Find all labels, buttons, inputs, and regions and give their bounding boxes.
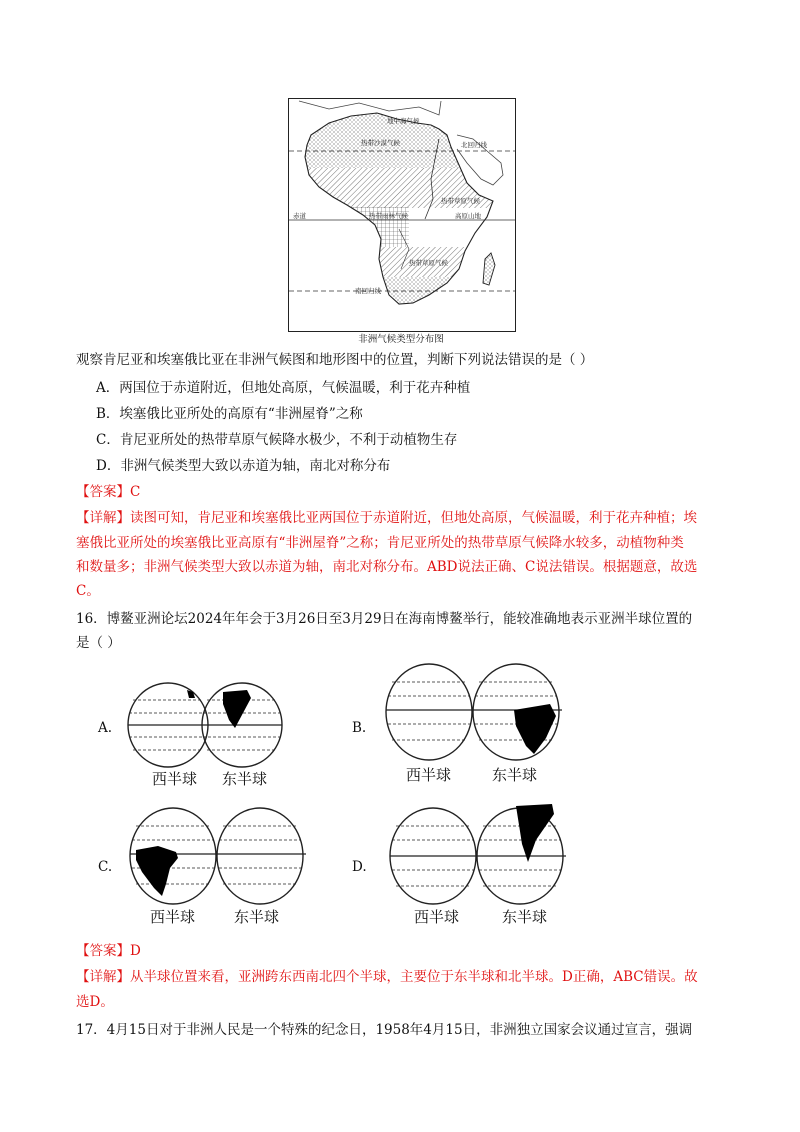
map-label-rainforest: 热带雨林气候 [369, 212, 408, 220]
q16-option-c-label: C. [98, 859, 113, 875]
map-label-tropic-cancer: 北回归线 [461, 141, 487, 149]
q16-d-west-label: 西半球 [414, 908, 460, 926]
q16-d-east-label: 东半球 [502, 908, 548, 926]
q17-stem: 17．4月15日对于非洲人民是一个特殊的纪念日，1958年4月15日，非洲独立国家会议通过宣言，强调 [76, 1022, 693, 1038]
q16-b-east-label: 东半球 [492, 766, 538, 784]
q16-explain-line-1: 【详解】从半球位置来看，亚洲跨东西南北四个半球，主要位于东半球和北半球。D正确，ABC错误。故 [76, 969, 698, 985]
q16-d-east-blob [516, 804, 554, 862]
q15-option-b: B．埃塞俄比亚所处的高原有“非洲屋脊”之称 [96, 406, 363, 422]
map-label-desert: 热带沙漠气候 [361, 139, 400, 147]
q15-explain-line-1: 【详解】读图可知，肯尼亚和埃塞俄比亚两国位于赤道附近，但地处高原，气候温暖，利于花卉种植；埃 [76, 510, 697, 526]
q16-a-east-blob [223, 690, 251, 728]
map-label-savanna-east: 热带草原气候 [441, 197, 480, 205]
q15-option-a: A．两国位于赤道附近，但地处高原，气候温暖，利于花卉种植 [96, 380, 471, 396]
q15-option-c: C．肯尼亚所处的热带草原气候降水极少，不利于动植物生存 [96, 432, 458, 448]
q15-explain-line-3: 和数量多；非洲气候类型大致以赤道为轴，南北对称分布。ABD说法正确、C说法错误。根据题意，故选 [76, 559, 698, 575]
q16-option-b-hemispheres [384, 662, 564, 762]
map-label-savanna-south: 热带草原气候 [409, 259, 448, 267]
q16-option-c-hemispheres [128, 806, 308, 906]
map-label-mediterranean: 地中海气候 [387, 117, 420, 125]
q16-explain-line-2: 选D。 [76, 994, 114, 1010]
q15-stem: 观察肯尼亚和埃塞俄比亚在非洲气候图和地形图中的位置，判断下列说法错误的是（ ） [76, 352, 594, 368]
q16-c-west-blob [136, 846, 178, 896]
map-label-tropic-capricorn: 南回归线 [355, 287, 381, 295]
q16-b-east-blob [514, 704, 556, 754]
q15-explain-line-4: C。 [76, 583, 100, 599]
q16-stem-line-2: 是（ ） [76, 635, 121, 651]
map-label-equator: 赤道 [293, 212, 306, 220]
q16-a-west-label: 西半球 [152, 770, 198, 788]
q16-option-b-label: B. [352, 720, 367, 736]
africa-climate-map [288, 98, 516, 332]
africa-map-graphic [289, 99, 515, 331]
q15-explain-line-2: 塞俄比亚所处的埃塞俄比亚高原有“非洲屋脊”之称；肯尼亚所处的热带草原气候降水较多，动植物种类 [76, 535, 684, 551]
q16-option-d-hemispheres [388, 800, 568, 906]
q16-option-a-label: A. [98, 720, 113, 736]
map-label-plateau: 高原山地 [455, 212, 481, 220]
madagascar [483, 253, 495, 285]
q16-b-west-label: 西半球 [406, 766, 452, 784]
q16-a-east-label: 东半球 [222, 770, 268, 788]
q16-c-west-label: 西半球 [150, 908, 196, 926]
q16-answer: 【答案】D [76, 943, 141, 959]
q16-option-a-hemispheres [125, 680, 285, 770]
q16-stem-line-1: 16．博鳌亚洲论坛2024年年会于3月26日至3月29日在海南博鳌举行，能较准确地表示亚洲半球位置的 [76, 611, 693, 627]
europe-coast [299, 101, 441, 115]
q15-answer: 【答案】C [76, 484, 141, 500]
q16-option-d-label: D. [352, 859, 367, 875]
q16-c-east-label: 东半球 [234, 908, 280, 926]
q15-option-d: D．非洲气候类型大致以赤道为轴，南北对称分布 [96, 458, 391, 474]
map-caption: 非洲气候类型分布图 [358, 334, 444, 345]
